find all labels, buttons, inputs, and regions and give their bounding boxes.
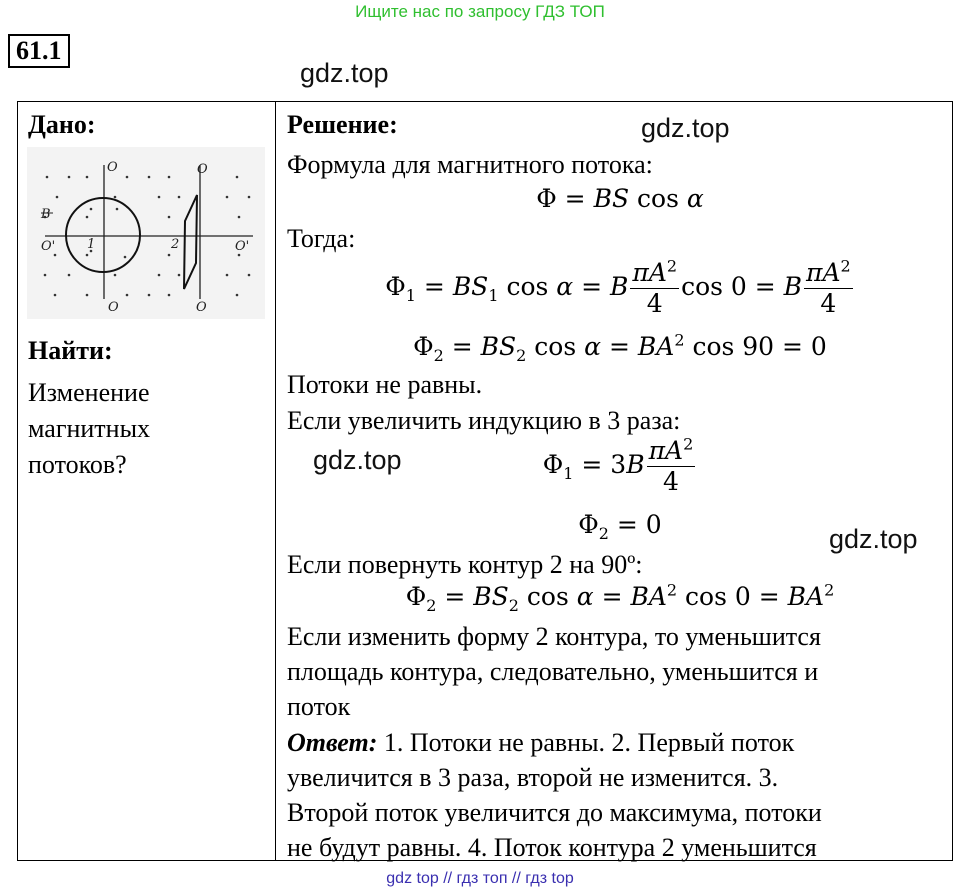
- solution-text: Потоки не равны.: [287, 370, 483, 399]
- label-o-prime: O': [235, 239, 250, 254]
- solution-text: Если изменить форму 2 контура, то уменьшится: [287, 622, 821, 651]
- answer-line: [287, 724, 794, 761]
- problem-number: 61.1: [8, 34, 70, 68]
- label-o-prime: O': [41, 239, 56, 254]
- label-b-vector: B: [41, 207, 51, 222]
- answer-label: Ответ:: [287, 728, 378, 757]
- solution-text: Если увеличить индукцию в 3 раза:: [287, 406, 681, 435]
- contours-figure: [27, 147, 265, 319]
- formula-flux-2-rotated: $\Phi_2 = BS_2$ $\cos \alpha = BA^2$ $\cos 0 = BA^2$: [405, 580, 835, 615]
- label-o: O: [196, 300, 207, 315]
- watermark: gdz.top: [300, 58, 389, 88]
- formula-flux-1: $\Phi_1 = BS_1$ cos α = B $\frac{\pi A^2}{4}$ cos 0 = B $\frac{\pi A^2}{4}$: [385, 256, 851, 318]
- find-line: магнитных: [28, 414, 151, 443]
- footer-links[interactable]: gdz top // гдз топ // гдз top: [386, 870, 574, 887]
- solution-text: Если повернуть контур 2 на 90º:: [287, 550, 643, 579]
- solution-text: площадь контура, следовательно, уменьшится и: [287, 657, 819, 686]
- label-o: O: [197, 162, 208, 177]
- formula-flux: Φ = BS cos α: [536, 184, 704, 213]
- solution-heading: Решение:: [287, 110, 398, 139]
- watermark: gdz.top: [829, 524, 918, 554]
- find-line: Изменение: [28, 378, 150, 407]
- solution-text: Формула для магнитного потока:: [287, 150, 653, 179]
- formula-flux-2: $\Phi_2 = BS_2$ $\cos \alpha = BA^2$ cos 90 = 0: [413, 330, 827, 365]
- formula-flux-2-zero: $\Phi_2 = 0$: [578, 510, 662, 543]
- answer-text: 1. Потоки не равны. 2. Первый поток: [377, 728, 795, 757]
- label-contour-1: 1: [87, 237, 96, 252]
- answer-line: увеличится в 3 раза, второй не изменится. 3.: [287, 763, 779, 792]
- watermark: gdz.top: [641, 113, 730, 143]
- given-heading: Дано:: [28, 110, 96, 139]
- label-o: O: [108, 300, 119, 315]
- label-o: O: [107, 160, 118, 175]
- solution-text: Тогда:: [287, 224, 356, 253]
- formula-flux-1-tripled: $\Phi_1 = 3B$ $\frac{\pi A^2}{4}$: [542, 434, 694, 496]
- label-contour-2: 2: [171, 237, 180, 252]
- top-banner[interactable]: Ищите нас по запросу ГДЗ ТОП: [355, 2, 605, 21]
- answer-line: не будут равны. 4. Поток контура 2 уменьшится: [287, 833, 817, 862]
- watermark: gdz.top: [313, 445, 402, 475]
- find-line: потоков?: [28, 450, 127, 479]
- solution-text: поток: [287, 692, 351, 721]
- answer-line: Второй поток увеличится до максимума, потоки: [287, 798, 822, 827]
- find-heading: Найти:: [28, 336, 113, 365]
- column-divider: [275, 101, 276, 861]
